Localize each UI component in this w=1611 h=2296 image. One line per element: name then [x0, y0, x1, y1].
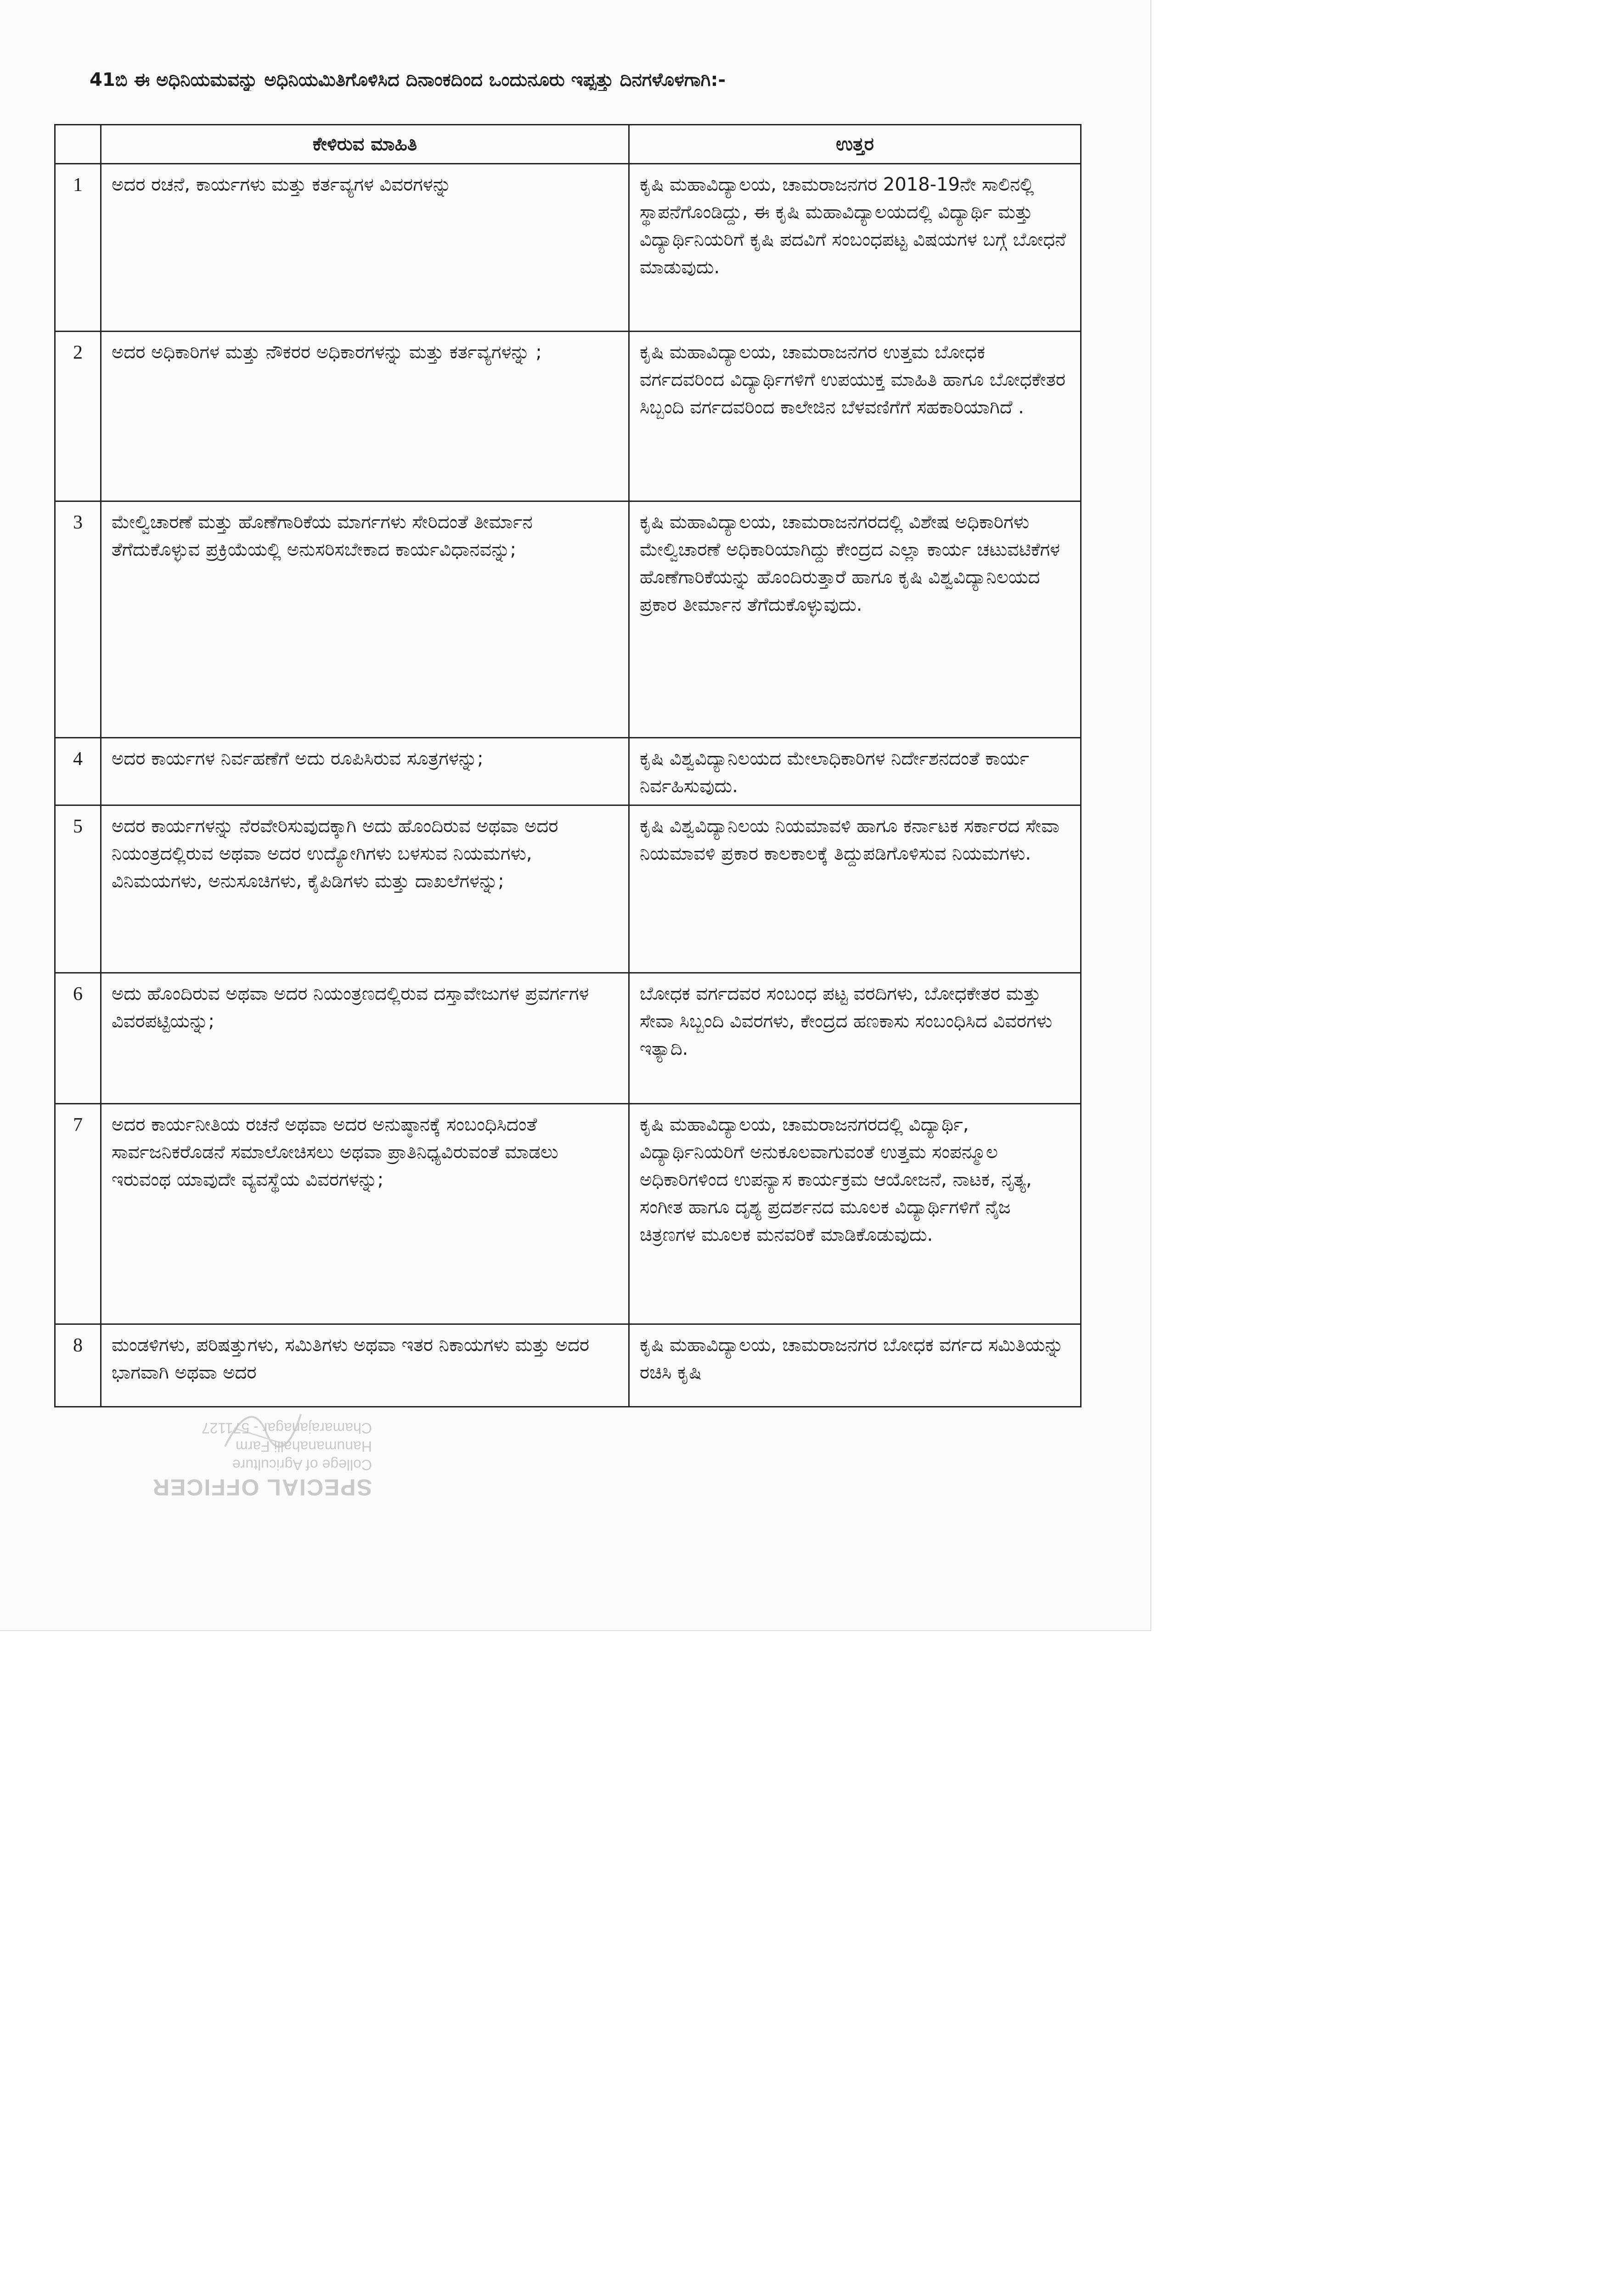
row-answer: ಕೃಷಿ ಮಹಾವಿದ್ಯಾಲಯ, ಚಾಮರಾಜನಗರ 2018-19ನೇ ಸಾಲಿನಲ್ಲಿ ಸ್ಥಾಪನೆಗೊಂಡಿದ್ದು, ಈ ಕೃಷಿ ಮಹಾವಿದ್ಯಾಲಯದಲ್ಲಿ ವಿದ್ಯಾರ್ಥಿ ಮತ್ತು ವಿದ್ಯಾರ್ಥಿನಿಯರಿಗೆ ಕೃಷಿ ಪದವಿಗೆ ಸಂಬಂಧಪಟ್ಟ ವಿಷಯಗಳ ಬಗ್ಗೆ ಬೋಧನೆ ಮಾಡುವುದು.	[629, 164, 1081, 332]
table-row	[55, 1104, 1081, 1324]
table-row	[55, 805, 1081, 973]
table-row	[55, 164, 1081, 332]
row-question: ಮಂಡಳಿಗಳು, ಪರಿಷತ್ತುಗಳು, ಸಮಿತಿಗಳು ಅಥವಾ ಇತರ ನಿಕಾಯಗಳು ಮತ್ತು ಅದರ ಭಾಗವಾಗಿ ಅಥವಾ ಅದರ	[101, 1324, 629, 1407]
header-number-column	[55, 125, 101, 164]
row-answer: ಕೃಷಿ ಮಹಾವಿದ್ಯಾಲಯ, ಚಾಮರಾಜನಗರ ಉತ್ತಮ ಬೋಧಕ ವರ್ಗದವರಿಂದ ವಿದ್ಯಾರ್ಥಿಗಳಿಗೆ ಉಪಯುಕ್ತ ಮಾಹಿತಿ ಹಾಗೂ ಬೋಧಕೇತರ ಸಿಬ್ಬಂದಿ ವರ್ಗದವರಿಂದ ಕಾಲೇಜಿನ ಬೆಳವಣಿಗೆಗೆ ಸಹಕಾರಿಯಾಗಿದೆ .	[629, 332, 1081, 501]
stamp-line: Chamarajanagar - 571127	[201, 1420, 372, 1436]
table-row	[55, 973, 1081, 1104]
row-question: ಅದರ ರಚನೆ, ಕಾರ್ಯಗಳು ಮತ್ತು ಕರ್ತವ್ಯಗಳ ವಿವರಗಳನ್ನು	[101, 164, 629, 332]
row-answer: ಕೃಷಿ ವಿಶ್ವವಿದ್ಯಾನಿಲಯದ ಮೇಲಾಧಿಕಾರಿಗಳ ನಿರ್ದೇಶನದಂತೆ ಕಾರ್ಯ ನಿರ್ವಹಿಸುವುದು.	[629, 738, 1081, 805]
row-answer: ಕೃಷಿ ಮಹಾವಿದ್ಯಾಲಯ, ಚಾಮರಾಜನಗರದಲ್ಲಿ ವಿಶೇಷ ಅಧಿಕಾರಿಗಳು ಮೇಲ್ವಿಚಾರಣೆ ಅಧಿಕಾರಿಯಾಗಿದ್ದು ಕೇಂದ್ರದ ಎಲ್ಲಾ ಕಾರ್ಯ ಚಟುವಟಿಕೆಗಳ ಹೊಣೆಗಾರಿಕೆಯನ್ನು ಹೊಂದಿರುತ್ತಾರೆ ಹಾಗೂ ಕೃಷಿ ವಿಶ್ವವಿದ್ಯಾನಿಲಯದ ಪ್ರಕಾರ ತೀರ್ಮಾನ ತೆಗೆದುಕೊಳ್ಳುವುದು.	[629, 501, 1081, 738]
table-row	[55, 738, 1081, 805]
table-header-row	[55, 125, 1081, 164]
row-question: ಅದರ ಅಧಿಕಾರಿಗಳ ಮತ್ತು ನೌಕರರ ಅಧಿಕಾರಗಳನ್ನು ಮತ್ತು ಕರ್ತವ್ಯಗಳನ್ನು ;	[101, 332, 629, 501]
information-table	[54, 124, 1082, 1407]
table-row	[55, 332, 1081, 501]
row-answer: ಕೃಷಿ ವಿಶ್ವವಿದ್ಯಾನಿಲಯ ನಿಯಮಾವಳಿ ಹಾಗೂ ಕರ್ನಾಟಕ ಸರ್ಕಾರದ ಸೇವಾ ನಿಯಮಾವಳಿ ಪ್ರಕಾರ ಕಾಲಕಾಲಕ್ಕೆ ತಿದ್ದುಪಡಿಗೊಳಿಸುವ ನಿಯಮಗಳು.	[629, 805, 1081, 973]
row-number: 1	[55, 164, 101, 332]
stamp-line: Hanumanahalli Farm	[235, 1438, 372, 1455]
row-answer: ಬೋಧಕ ವರ್ಗದವರ ಸಂಬಂಧ ಪಟ್ಟ ವರದಿಗಳು, ಬೋಧಕೇತರ ಮತ್ತು ಸೇವಾ ಸಿಬ್ಬಂದಿ ವಿವರಗಳು, ಕೇಂದ್ರದ ಹಣಕಾಸು ಸಂಬಂಧಿಸಿದ ವಿವರಗಳು ಇತ್ಯಾದಿ.	[629, 973, 1081, 1104]
table-row	[55, 1324, 1081, 1407]
header-question-column: ಕೇಳಿರುವ ಮಾಹಿತಿ	[101, 125, 629, 164]
row-number: 2	[55, 332, 101, 501]
row-number: 8	[55, 1324, 101, 1407]
row-answer: ಕೃಷಿ ಮಹಾವಿದ್ಯಾಲಯ, ಚಾಮರಾಜನಗರದಲ್ಲಿ ವಿದ್ಯಾರ್ಥಿ, ವಿದ್ಯಾರ್ಥಿನಿಯರಿಗೆ ಅನುಕೂಲವಾಗುವಂತೆ ಉತ್ತಮ ಸಂಪನ್ಮೂಲ ಅಧಿಕಾರಿಗಳಿಂದ ಉಪನ್ಯಾಸ ಕಾರ್ಯಕ್ರಮ ಆಯೋಜನೆ, ನಾಟಕ, ನೃತ್ಯ, ಸಂಗೀತ ಹಾಗೂ ದೃಶ್ಯ ಪ್ರದರ್ಶನದ ಮೂಲಕ ವಿದ್ಯಾರ್ಥಿಗಳಿಗೆ ನೈಜ ಚಿತ್ರಣಗಳ ಮೂಲಕ ಮನವರಿಕೆ ಮಾಡಿಕೊಡುವುದು.	[629, 1104, 1081, 1324]
page-heading: 41ಬಿ ಈ ಅಧಿನಿಯಮವನ್ನು ಅಧಿನಿಯಮಿತಿಗೊಳಿಸಿದ ದಿನಾಂಕದಿಂದ ಒಂದುನೂರು ಇಪ್ಪತ್ತು ದಿನಗಳೊಳಗಾಗಿ:-	[90, 69, 726, 90]
stamp-title: SPECIAL OFFICER	[152, 1474, 372, 1500]
stamp-line: College of Agriculture	[232, 1457, 372, 1473]
row-question: ಅದರ ಕಾರ್ಯಗಳ ನಿರ್ವಹಣೆಗೆ ಅದು ರೂಪಿಸಿರುವ ಸೂತ್ರಗಳನ್ನು;	[101, 738, 629, 805]
row-number: 7	[55, 1104, 101, 1324]
row-number: 4	[55, 738, 101, 805]
row-question: ಅದು ಹೊಂದಿರುವ ಅಥವಾ ಅದರ ನಿಯಂತ್ರಣದಲ್ಲಿರುವ ದಸ್ತಾವೇಜುಗಳ ಪ್ರವರ್ಗಗಳ ವಿವರಪಟ್ಟಿಯನ್ನು;	[101, 973, 629, 1104]
row-number: 6	[55, 973, 101, 1104]
faded-office-stamp	[152, 1419, 372, 1501]
row-question: ಮೇಲ್ವಿಚಾರಣೆ ಮತ್ತು ಹೊಣೆಗಾರಿಕೆಯ ಮಾರ್ಗಗಳು ಸೇರಿದಂತೆ ತೀರ್ಮಾನ ತೆಗೆದುಕೊಳ್ಳುವ ಪ್ರಕ್ರಿಯೆಯಲ್ಲಿ ಅನುಸರಿಸಬೇಕಾದ ಕಾರ್ಯವಿಧಾನವನ್ನು;	[101, 501, 629, 738]
header-answer-column: ಉತ್ತರ	[629, 125, 1081, 164]
row-number: 3	[55, 501, 101, 738]
row-number: 5	[55, 805, 101, 973]
row-answer: ಕೃಷಿ ಮಹಾವಿದ್ಯಾಲಯ, ಚಾಮರಾಜನಗರ ಬೋಧಕ ವರ್ಗದ ಸಮಿತಿಯನ್ನು ರಚಿಸಿ ಕೃಷಿ	[629, 1324, 1081, 1407]
row-question: ಅದರ ಕಾರ್ಯಗಳನ್ನು ನೆರವೇರಿಸುವುದಕ್ಕಾಗಿ ಅದು ಹೊಂದಿರುವ ಅಥವಾ ಅದರ ನಿಯಂತ್ರದಲ್ಲಿರುವ ಅಥವಾ ಅದರ ಉದ್ಯೋಗಿಗಳು ಬಳಸುವ ನಿಯಮಗಳು, ವಿನಿಮಯಗಳು, ಅನುಸೂಚಿಗಳು, ಕೈಪಿಡಿಗಳು ಮತ್ತು ದಾಖಲೆಗಳನ್ನು;	[101, 805, 629, 973]
row-question: ಅದರ ಕಾರ್ಯನೀತಿಯ ರಚನೆ ಅಥವಾ ಅದರ ಅನುಷ್ಠಾನಕ್ಕೆ ಸಂಬಂಧಿಸಿದಂತೆ ಸಾರ್ವಜನಿಕರೊಡನೆ ಸಮಾಲೋಚಿಸಲು ಅಥವಾ ಪ್ರಾತಿನಿಧ್ಯವಿರುವಂತೆ ಮಾಡಲು ಇರುವಂಥ ಯಾವುದೇ ವ್ಯವಸ್ಥೆಯ ವಿವರಗಳನ್ನು;	[101, 1104, 629, 1324]
table-row	[55, 501, 1081, 738]
